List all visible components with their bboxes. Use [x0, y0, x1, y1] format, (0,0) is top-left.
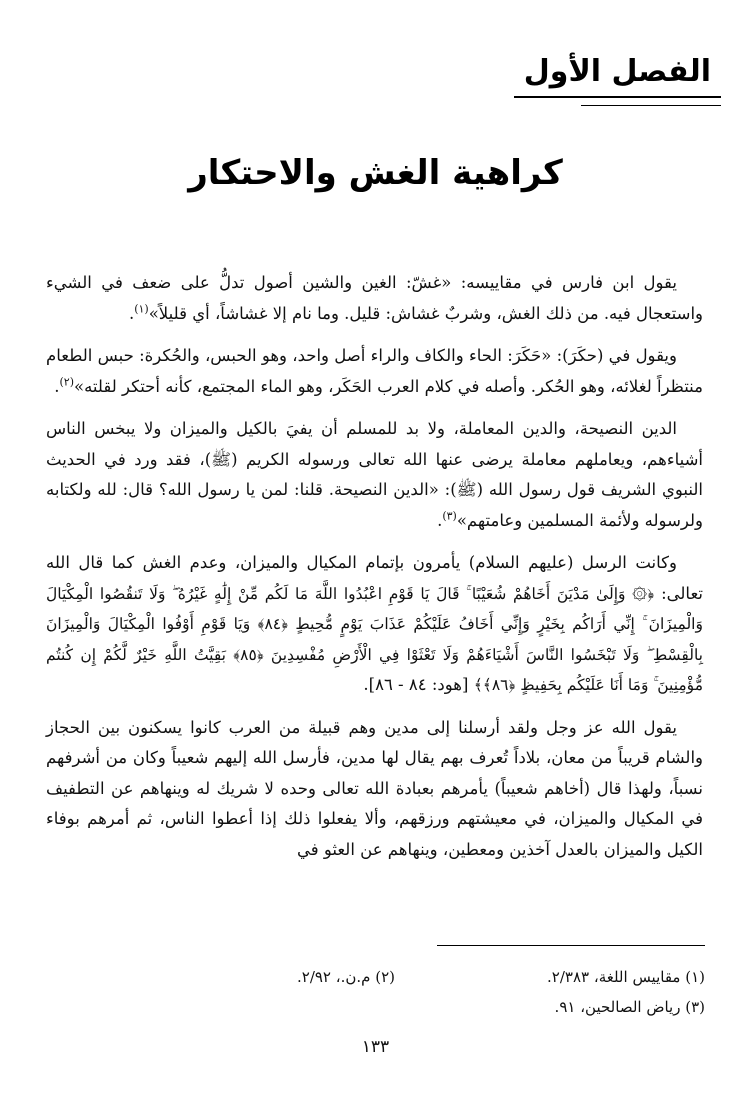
paragraph-4-intro: وكانت الرسل (عليهم السلام) يأمرون بإتمام المكيال والميزان، وعدم الغش كما قال الله تعالى: — [46, 553, 703, 603]
paragraph-3-tail: . — [437, 510, 443, 530]
paragraph-2 — [46, 341, 703, 402]
footnote-3: (٣) رياض الصالحين، ٩١. — [554, 998, 705, 1016]
paragraph-1-tail: . — [128, 303, 135, 323]
footnote-ref-3: (٣) — [442, 509, 457, 522]
footnote-row-2 — [46, 992, 705, 1022]
chapter-label: الفصل الأول — [514, 52, 721, 98]
page-number: ١٣٣ — [361, 1037, 390, 1057]
paragraph-1 — [46, 268, 703, 329]
footnote-ref-2: (٢) — [59, 375, 74, 388]
verse-citation: [هود: ٨٤ - ٨٦]. — [363, 675, 474, 694]
paragraph-2-tail: . — [54, 376, 60, 396]
footnote-rule — [437, 945, 705, 946]
footnote-2: (٢) م.ن.، ٢/٩٢. — [296, 968, 395, 986]
paragraph-5 — [46, 713, 703, 866]
footnote-row-1 — [46, 962, 705, 992]
header-rule — [581, 105, 721, 106]
footnotes — [46, 962, 705, 1022]
paragraph-3 — [46, 414, 703, 536]
body-text — [46, 268, 703, 877]
paragraph-1-text: يقول ابن فارس في مقاييسه: «غشّ: الغين والشين أصول تدلُّ على ضعف في الشيء واستعجال فيه. من ذلك الغش، وشربٌ غشاش: قليل. وما نام إلا غشاشاً، أي قليلاً» — [46, 273, 703, 323]
paragraph-5-text: يقول الله عز وجل ولقد أرسلنا إلى مدين وهم قبيلة من العرب كانوا يسكنون بين الحجاز والشام قريباً من معان، بلاداً تُعرف بهم يقال لها مدين، فأرسل الله إليهم شعيباً وكان من أشرفهم نسباً، ولهذا قال (أخاهم شعيباً) يأمرهم بعبادة الله تعالى وحده لا شريك له وينهاهم عن التطفيف في المكيال والميزان، في معيشتهم ورزقهم، وألا يفعلوا ذلك إذا أعطوا الناس، ثم أمرهم بوفاء الكيل والميزان بالعدل آخذين ومعطين، وينهاهم عن العثو في — [46, 717, 703, 859]
footnote-ref-1: (١) — [134, 302, 149, 315]
footnote-1: (١) مقاييس اللغة، ٢/٣٨٣. — [547, 968, 705, 986]
paragraph-4 — [46, 548, 703, 701]
paragraph-2-text: ويقول في (حكَرَ): «حَكَرَ: الحاء والكاف والراء أصل واحد، وهو الحبس، والحُكرة: حبس الطعام منتظراً لغلائه، وهو الحُكر. وأصله في كلام العرب الحَكَر، وهو الماء المجتمع، كأنه أحتكر لقلته» — [46, 346, 703, 396]
chapter-title: كراهية الغش والاحتكار — [188, 153, 563, 193]
paragraph-3-text: الدين النصيحة، والدين المعاملة، ولا بد للمسلم أن يفيَ بالكيل والميزان ولا يبخس الناس أشياءهم، ويعاملهم معاملة يرضى عنها الله تعالى ورسوله الكريم (ﷺ)، فقد ورد في الحديث النبوي الشريف قول رسول الله (ﷺ): «الدين النصيحة. قلنا: لمن يا رسول الله؟ قال: لله ولكتابه ولرسوله ولأئمة المسلمين وعامتهم» — [46, 419, 703, 530]
quran-verse: ﴿۞ وَإِلَىٰ مَدْيَنَ أَخَاهُمْ شُعَيْبًا ۚ قَالَ يَا قَوْمِ اعْبُدُوا اللَّهَ مَا لَكُم مِّنْ إِلَٰهٍ غَيْرُهُ ۖ وَلَا تَنقُصُوا الْمِكْيَالَ وَالْمِيزَانَ ۚ إِنِّي أَرَاكُم بِخَيْرٍ وَإِنِّي أَخَافُ عَلَيْكُمْ عَذَابَ يَوْمٍ مُّحِيطٍ ﴿٨٤﴾ وَيَا قَوْمِ أَوْفُوا الْمِكْيَالَ وَالْمِيزَانَ بِالْقِسْطِ ۖ وَلَا تَبْخَسُوا النَّاسَ أَشْيَاءَهُمْ وَلَا تَعْثَوْا فِي الْأَرْضِ مُفْسِدِينَ ﴿٨٥﴾ بَقِيَّتُ اللَّهِ خَيْرٌ لَّكُمْ إِن كُنتُم مُّؤْمِنِينَ ۚ وَمَا أَنَا عَلَيْكُم بِحَفِيظٍ ﴿٨٦﴾﴾ — [46, 584, 703, 694]
